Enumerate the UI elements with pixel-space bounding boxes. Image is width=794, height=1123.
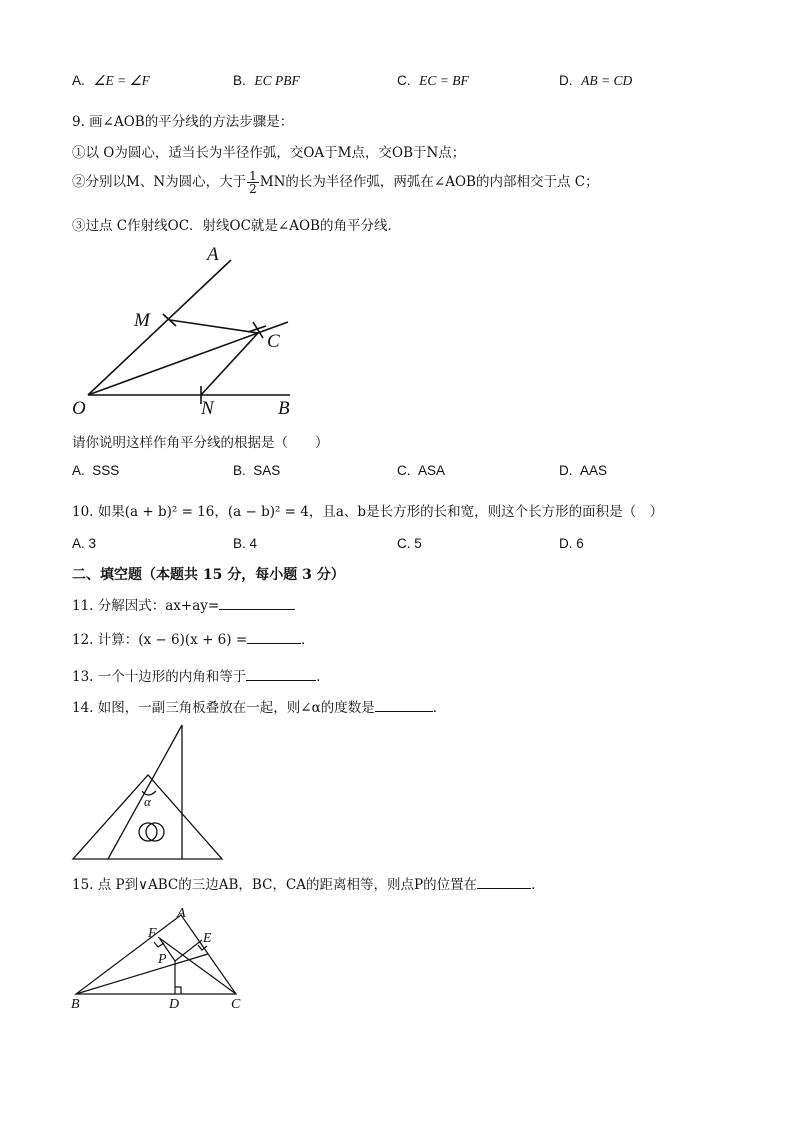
section-2-title: 二、填空题（本题共 15 分，每小题 3 分）: [72, 567, 345, 583]
q12: 12. 计算：(x − 6)(x + 6) = ．: [72, 632, 315, 648]
label-b: B: [278, 398, 290, 419]
right-angle-d: [175, 987, 181, 994]
q8-option-d: D. AB = CD: [559, 73, 633, 88]
segment-nc: [201, 333, 258, 395]
label-o: O: [72, 398, 86, 419]
q14-set-square-figure: [68, 720, 228, 865]
q10-option-c: C. 5: [397, 536, 422, 551]
label-n: N: [201, 398, 214, 419]
label-d: D: [169, 997, 180, 1012]
q11-answer-blank[interactable]: [219, 609, 295, 610]
label-c: C: [267, 331, 280, 352]
q9-step1: ①以 O为圆心，适当长为半径作弧，交OA于M点，交OB于N点；: [72, 145, 466, 161]
q9-question: 请你说明这样作角平分线的根据是（ ）: [72, 435, 329, 451]
q9-option-a: A. SSS: [72, 463, 120, 478]
q9-option-c: C. ASA: [397, 463, 446, 478]
q8-option-c: C. EC = BF: [397, 73, 469, 88]
label-alpha: α: [144, 794, 151, 809]
q15-incenter-figure: [68, 900, 253, 1015]
label-b: B: [71, 997, 80, 1012]
label-a: A: [207, 244, 219, 265]
label-f: F: [148, 926, 157, 941]
line-b-to-ab-side: [76, 954, 208, 994]
label-p: P: [158, 952, 167, 967]
q13-answer-blank[interactable]: [246, 680, 316, 681]
fraction-one-half: $\frac{1}{2}$: [249, 169, 257, 196]
segment-mc: [170, 320, 258, 333]
q13: 13. 一个十边形的内角和等于 ．: [72, 669, 330, 685]
q15: 15. 点 P到∨ABC的三边AB，BC，CA的距离相等，则点P的位置在 ．: [72, 877, 545, 893]
ray-oa: [88, 260, 231, 395]
triangle-hypotenuse: [108, 725, 182, 859]
perpendicular-pe: [175, 940, 202, 961]
q9-option-b: B. SAS: [233, 463, 281, 478]
q8-option-a: A. ∠E = ∠F: [72, 73, 150, 88]
q9-step2: ②分别以M、N为圆心，大于 $\frac{1}{2}$ MN的长为半径作弧，两弧在∠AOB的内部相交于点 C；: [72, 169, 599, 196]
q10-option-a: A. 3: [72, 536, 97, 551]
q15-answer-blank[interactable]: [477, 888, 531, 889]
q10-option-d: D. 6: [559, 536, 584, 551]
q10-stem: 10. 如果(a + b)² = 16，(a − b)² = 4，且a、b是长方形的长和宽，则这个长方形的面积是（ ）: [72, 504, 664, 520]
q9-step3: ③过点 C作射线OC．射线OC就是∠AOB的角平分线．: [72, 218, 401, 234]
q10-option-b: B. 4: [233, 536, 258, 551]
label-a: A: [177, 906, 186, 921]
q11: 11. 分解因式：ax+ay=: [72, 594, 295, 614]
q14-answer-blank[interactable]: [375, 711, 433, 712]
q9-option-d: D. AAS: [559, 463, 608, 478]
label-m: M: [134, 310, 150, 331]
q9-stem: 9. 画∠AOB的平分线的方法步骤是：: [72, 114, 294, 130]
q9-angle-bisector-figure: [68, 240, 308, 420]
q12-answer-blank[interactable]: [247, 643, 301, 644]
q8-option-b: B. EC PBF: [233, 73, 300, 88]
label-c: C: [231, 997, 241, 1012]
q14: 14. 如图，一副三角板叠放在一起，则∠α的度数是 ．: [72, 700, 447, 716]
label-e: E: [203, 931, 212, 946]
